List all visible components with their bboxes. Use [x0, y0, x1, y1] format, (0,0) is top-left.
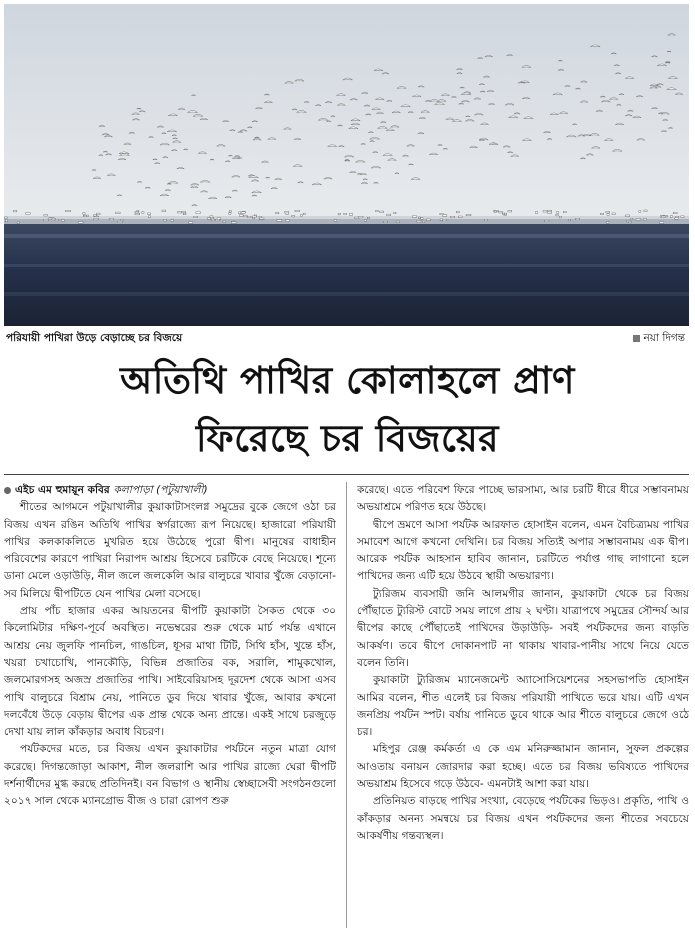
bird-on-water — [660, 222, 664, 224]
bird-on-water — [83, 215, 87, 217]
paragraph: কুয়াকাটা ট্যুরিজম ম্যানেজমেন্ট অ্যাসোসিয়েশনের সহসভাপতি হোসাইন আমির বলেন, শীত এলেই চর বিজয় পরিযায়ী পাখিতে ভরে যায়। এটি এখন জনপ্রিয় পর্যটন স্পট। বর্ষায় পানিতে ডুবে থাকে আর শীতে বালুচরে জেগে ওঠে চর। — [357, 674, 689, 739]
bird-on-water — [259, 216, 262, 218]
bird-on-water — [14, 210, 17, 212]
bird-on-water — [244, 215, 247, 217]
paragraph: দ্বীপে ভ্রমণে আসা পর্যটক আরফাত হোসাইন বলেন, এমন বৈচিত্র্যময় পাখির সমাবেশ আগে কখনো দেখিনি। চর বিজয় সত্যিই অপার সম্ভাবনাময় এক দ্বীপ। আরেক পর্যটক আহসান হাবিব জানান, চরটিতে পর্যাপ্ত গাছ লাগানো হলে পাখিদের জন্য এটি হয়ে উঠবে স্থায়ী অভয়ারণ্য। — [357, 518, 689, 583]
bird-on-water — [458, 216, 462, 218]
bird-on-water — [636, 219, 641, 221]
bird-on-water — [600, 213, 603, 215]
bird-on-water — [189, 222, 193, 224]
bird-on-water — [416, 220, 421, 222]
bird-on-water — [675, 218, 678, 220]
bird-on-water — [223, 221, 226, 223]
bird-on-water — [285, 211, 289, 213]
bird-on-water — [548, 212, 552, 214]
headline-line-1: অতিথি পাখির কোলাহলে প্রাণ — [120, 359, 575, 402]
bird-on-water — [606, 222, 608, 224]
bird-on-water — [681, 216, 684, 218]
bird-on-water — [26, 213, 31, 215]
bird-on-water — [607, 214, 609, 216]
bird-on-water — [178, 211, 182, 213]
bird-on-water — [422, 221, 425, 223]
bird-on-water — [625, 215, 629, 217]
credit-text: নয়া দিগন্ত — [643, 332, 685, 344]
bird-on-water — [631, 218, 633, 220]
bird-on-water — [661, 216, 665, 218]
bird-on-water — [196, 212, 201, 214]
square-icon — [633, 335, 640, 342]
bird-on-water — [450, 216, 454, 218]
bird-on-water — [355, 217, 359, 219]
bird-on-water — [116, 212, 121, 214]
headline-line-2: ফিরেছে চর বিজয়ের — [195, 417, 499, 460]
article-body — [4, 482, 689, 928]
bird-on-water — [535, 212, 538, 214]
bird-on-water — [183, 213, 186, 215]
bird-on-water — [639, 211, 641, 213]
bird-on-water — [210, 217, 213, 219]
bird-on-water — [643, 218, 646, 220]
headline — [0, 352, 695, 468]
bird-on-water — [563, 211, 566, 213]
byline — [4, 482, 336, 499]
bird-on-water — [231, 222, 236, 224]
bird-on-water — [387, 214, 391, 216]
bird-on-water — [17, 222, 19, 224]
bird-on-water — [292, 215, 295, 217]
bird-on-water — [94, 218, 99, 220]
bird-on-water — [5, 220, 8, 222]
bird-on-water — [503, 213, 505, 215]
bird-on-water — [65, 210, 70, 212]
bird-on-water — [260, 218, 264, 220]
bird-on-water — [61, 220, 64, 222]
birds-over-sea-photo — [4, 4, 689, 326]
bird-on-water — [508, 210, 512, 212]
bird-on-water — [396, 221, 400, 223]
photo-credit — [633, 328, 685, 348]
bird-on-water — [277, 220, 282, 222]
bird-on-water — [359, 216, 363, 218]
bird-on-water — [96, 213, 100, 215]
bird-on-water — [556, 212, 558, 214]
bird-on-water — [380, 211, 384, 213]
bullet-icon — [4, 487, 11, 494]
bird-on-water — [644, 210, 647, 212]
bird-on-water — [121, 219, 123, 221]
news-photo — [4, 4, 689, 326]
bird-on-water — [78, 222, 83, 224]
bird-on-water — [141, 212, 144, 214]
bird-on-water — [376, 210, 378, 212]
bird-on-water — [109, 218, 113, 220]
bird-on-water — [5, 217, 7, 219]
bird-on-water — [338, 213, 340, 215]
bird-on-water — [426, 219, 430, 221]
bird-on-water — [276, 212, 279, 214]
bird-on-water — [499, 211, 503, 213]
bird-on-water — [576, 218, 580, 220]
paragraph: পর্যটকদের মতে, চর বিজয় এখন কুয়াকাটার পর্যটনে নতুন মাত্রা যোগ করেছে। দিগন্তজোড়া আকাশ, নীল জলরাশি আর পাখির রাজ্যে ঘেরা দ্বীপটি দর্শনার্থীদের মুগ্ধ করছে প্রতিদিনই। বন বিভাগ ও স্থানীয় স্বেচ্ছাসেবী সংগঠনগুলো ২০১৭ সাল থেকে ম্যানগ্রোভ বীজ ও চারা রোপণ শুরু — [4, 743, 336, 808]
bird-on-water — [217, 218, 221, 220]
bird-on-water — [418, 217, 420, 219]
bird-on-water — [117, 221, 122, 223]
bird-on-water — [612, 213, 615, 215]
photo-caption — [4, 328, 689, 348]
bird-on-water — [412, 216, 416, 218]
bird-on-water — [295, 210, 299, 212]
bird-on-water — [241, 212, 245, 214]
bird-on-water — [629, 221, 632, 223]
bird-on-water — [670, 216, 672, 218]
bird-on-water — [162, 210, 166, 212]
bird-on-water — [421, 218, 423, 220]
bird-on-water — [466, 214, 471, 216]
bird-on-water — [494, 211, 496, 213]
bird-on-water — [52, 218, 56, 220]
bird-on-water — [559, 216, 561, 218]
bird-on-water — [676, 216, 679, 218]
bird-on-water — [543, 211, 546, 213]
paragraph: শীতের আগমনে পটুয়াখালীর কুয়াকাটাসংলগ্ন সমুদ্রের বুকে জেগে ওঠা চর বিজয় এখন রঙিন অতিথি পাখির স্বর্গরাজ্যে রূপ নিয়েছে। হাজারো পরিযায়ী পাখির কলকাকলিতে মুখরিত হয়ে উঠেছে পুরো দ্বীপ। মানুষের বাধাহীন পরিবেশের কারণে পাখিরা নিরাপদ আশ্রয় হিসেবে চরটিকে বেছে নিয়েছে। শূন্যে ডানা মেলে ওড়াউড়ি, নীল জলে জলকেলি আর বালুচরে খাবার খুঁজে বেড়ানো- সব মিলিয়ে দ্বীপটিতে যেন পাখির মেলা বসেছে। — [4, 501, 336, 600]
bird-on-water — [456, 211, 459, 213]
bird-on-water — [94, 215, 97, 217]
bird-on-water — [135, 211, 138, 213]
bird-on-water — [367, 217, 370, 219]
bird-on-water — [440, 219, 443, 221]
paragraph: মহিপুর রেঞ্জ কর্মকর্তা এ কে এম মনিরুজ্জামান জানান, সুফল প্রকল্পের আওতায় বনায়ন জোরদার করা হচ্ছে। এতে চর বিজয় ভবিষ্যতে পাখিদের অভয়াশ্রম হিসেবে গড়ে উঠবে- এমনটাই আশা করা যায়। — [357, 743, 689, 791]
column-divider — [346, 482, 347, 928]
bird-on-water — [349, 214, 352, 216]
bird-on-water — [247, 216, 251, 218]
bird-on-water — [253, 216, 257, 218]
bird-on-water — [606, 211, 610, 213]
bird-on-water — [344, 213, 347, 215]
paragraph: প্রতিনিয়ত বাড়ছে পাখির সংখ্যা, বেড়েছে পর্যটকের ভিড়ও। প্রকৃতি, পাখি ও কাঁকড়ার অনন্য সমন্বয়ে চর বিজয় এখন পর্যটকদের জন্য শীতের সবচেয়ে আকর্ষণীয় গন্তব্যস্থল। — [357, 795, 689, 842]
bird-on-water — [286, 220, 290, 222]
column-1 — [4, 482, 336, 928]
bird-on-water — [238, 212, 240, 214]
bird-on-water — [229, 211, 231, 213]
author-name: এইচ এম হুমায়ূন কবির — [15, 484, 110, 496]
bird-on-water — [135, 213, 140, 215]
caption-text: পরিযায়ী পাখিরা উড়ে বেড়াচ্ছে চর বিজয়ে — [6, 332, 183, 344]
paragraph: করেছে। এতে পরিবেশ ফিরে পাচ্ছে ভারসাম্য, আর চরটি ধীরে ধীরে সম্ভাবনাময় অভয়াশ্রমে পরিণত হয়ে উঠছে। — [357, 484, 689, 514]
bird-on-water — [171, 220, 173, 222]
paragraph: ট্যুরিজম ব্যবসায়ী জনি আলমগীর জানান, কুয়াকাটা থেকে চর বিজয় পৌঁছাতে ট্যুরিস্ট বোটে সময় লাগে প্রায় ২ ঘণ্টা। যাত্রাপথে সমুদ্রের সৌন্দর্য আর দ্বীপের কাছে পৌঁছাতেই পাখিদের উড়াউড়ি- সবই পর্যটকদের জন্য বাড়তি আকর্ষণ। তবে দ্বীপে দোকানপাট না থাকায় খাবার-পানীয় সাথে নিয়ে যেতে বলেন তিনি। — [357, 587, 689, 669]
bird-on-water — [163, 219, 166, 221]
dateline-place: কলাপাড়া (পটুয়াখালী) — [113, 484, 208, 496]
bird-on-water — [211, 219, 214, 221]
bird-on-water — [148, 216, 150, 218]
bird-on-water — [394, 212, 396, 214]
divider — [4, 474, 689, 475]
bird-on-water — [147, 213, 150, 215]
bird-on-water — [485, 219, 488, 221]
bird-on-water — [44, 214, 48, 216]
bird-on-water — [44, 219, 49, 221]
bird-on-water — [194, 216, 198, 218]
bird-on-water — [383, 221, 387, 223]
paragraph: প্রায় পাঁচ হাজার একর আয়তনের দ্বীপটি কুয়াকাটা সৈকত থেকে ৩০ কিলোমিটার দক্ষিণ-পূর্বে অবস্থিত। নভেম্বরের শুরু থেকে মার্চ পর্যন্ত এখানে আশ্রয় নেয় জুলফি পানচিল, গাঙচিল, ধূসর মাথা টিটি, সিথি হাঁস, খুন্তে হাঁস, খয়রা চখাচোখি, পানকৌড়ি, বিভিন্ন প্রজাতির বক, সরালি, শামুকখোল, জলমোরগসহ অজস্র প্রজাতির পাখি। সাইবেরিয়াসহ দূরদেশ থেকে আসা এসব পাখি বালুচরে বিশ্রাম নেয়, পানিতে ডুব দিয়ে খাবার খুঁজে, আবার কখনো দলবেঁধে উড়ে বেড়ায় দ্বীপের এক প্রান্ত থেকে অন্য প্রান্তে। একই সাথে চরজুড়ে দেখা যায় লাল কাঁকড়ার অবাধ বিচরণ। — [4, 605, 336, 739]
bird-on-water — [545, 220, 549, 222]
bird-on-water — [443, 215, 447, 217]
bird-on-water — [239, 215, 243, 217]
bird-on-water — [568, 219, 570, 221]
bird-on-water — [673, 212, 677, 214]
bird-on-water — [229, 213, 231, 215]
bird-on-water — [556, 214, 558, 216]
bird-on-water — [83, 213, 85, 215]
bird-on-water — [547, 210, 551, 212]
bird-on-water — [364, 220, 366, 222]
bird-on-water — [303, 213, 305, 215]
column-2 — [357, 482, 689, 928]
bird-on-water — [300, 215, 302, 217]
bird-on-water — [334, 220, 337, 222]
